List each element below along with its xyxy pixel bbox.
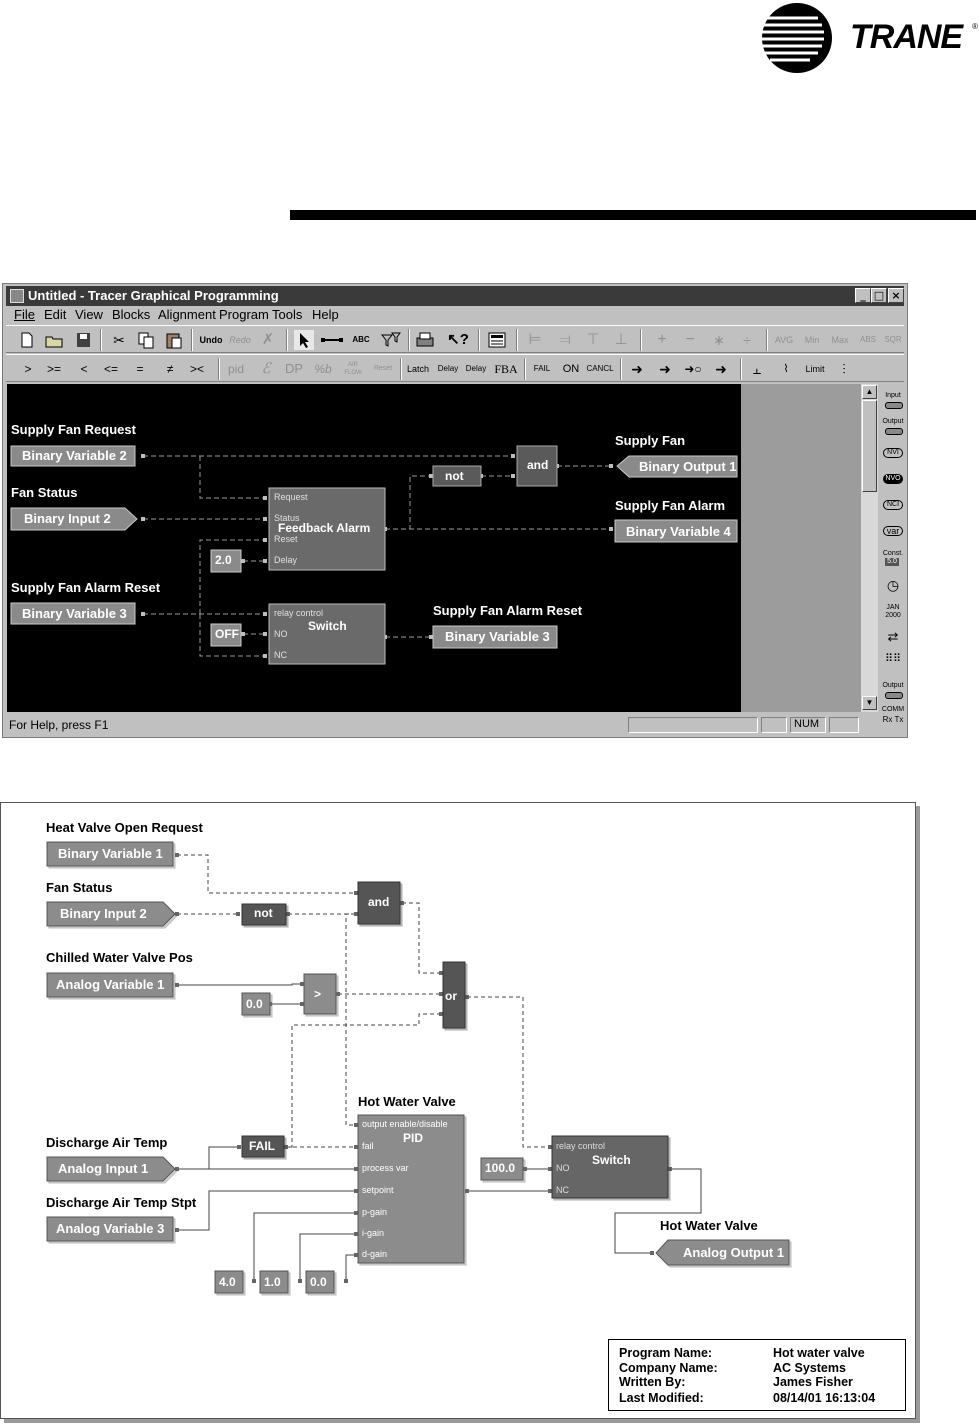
block-bv3-in-text: Binary Variable 3 bbox=[22, 606, 127, 621]
status-num-indicator: NUM bbox=[790, 717, 826, 733]
cancel-block-button[interactable]: CANCL bbox=[586, 364, 614, 373]
port-no: NO bbox=[274, 629, 288, 639]
label-discharge-air-temp-stpt: Discharge Air Temp Stpt bbox=[46, 1195, 197, 1210]
paste-icon[interactable] bbox=[164, 330, 184, 350]
label-supply-fan-alarm-reset-out: Supply Fan Alarm Reset bbox=[433, 603, 583, 618]
brand-wordmark: TRANE bbox=[850, 18, 963, 56]
palette-grid-icon[interactable]: ⠿⠿ bbox=[884, 653, 902, 665]
program-info-box bbox=[608, 1339, 906, 1411]
palette-output[interactable]: Output bbox=[882, 418, 904, 425]
program-canvas[interactable] bbox=[7, 384, 741, 712]
block-const-10-text: 1.0 bbox=[264, 1275, 281, 1289]
divide-block-icon[interactable]: ÷ bbox=[743, 332, 751, 348]
block-bv1-text: Binary Variable 1 bbox=[58, 846, 163, 861]
print-icon[interactable] bbox=[414, 330, 436, 350]
block-palette bbox=[879, 384, 907, 726]
block-ao1-text: Analog Output 1 bbox=[683, 1245, 785, 1260]
label-supply-fan: Supply Fan bbox=[615, 433, 686, 448]
block-gt-text: > bbox=[314, 987, 322, 1001]
scroll-thumb[interactable] bbox=[862, 400, 877, 492]
menu-blocks[interactable]: Blocks bbox=[112, 307, 151, 322]
label-supply-fan-alarm: Supply Fan Alarm bbox=[615, 498, 726, 513]
registered-mark: ® bbox=[972, 22, 978, 31]
ne-block-button[interactable]: ≠ bbox=[166, 362, 174, 376]
label-supply-fan-alarm-reset-in: Supply Fan Alarm Reset bbox=[11, 580, 161, 595]
filter-tool-icon[interactable] bbox=[378, 330, 402, 350]
info-company-name: AC Systems bbox=[773, 1361, 846, 1375]
palette-output-2[interactable]: Output bbox=[882, 682, 904, 689]
block-fail-text: FAIL bbox=[249, 1139, 275, 1153]
block-bo1-text: Binary Output 1 bbox=[639, 459, 737, 474]
block-const-100-text: 100.0 bbox=[485, 1161, 516, 1175]
block-const-delay-text: 2.0 bbox=[215, 553, 232, 567]
vertical-scrollbar[interactable] bbox=[861, 384, 878, 712]
label-chilled-water-valve-pos: Chilled Water Valve Pos bbox=[46, 950, 193, 965]
block-feedback-alarm-text: Feedback Alarm bbox=[278, 521, 371, 535]
le-block-button[interactable]: <= bbox=[103, 362, 118, 376]
block-bv3-out-text: Binary Variable 3 bbox=[445, 629, 550, 644]
delay-off-block-button[interactable]: Delay bbox=[465, 364, 487, 373]
label-supply-fan-request: Supply Fan Request bbox=[11, 422, 136, 437]
menu-bar bbox=[6, 306, 904, 324]
text-tool-icon[interactable]: ABC bbox=[352, 335, 370, 344]
fba-block-button[interactable]: FBA bbox=[494, 362, 518, 376]
trane-emblem bbox=[760, 2, 834, 74]
enthalpy-icon[interactable]: ℰ bbox=[261, 360, 271, 377]
min-block-button[interactable]: Min bbox=[804, 335, 820, 345]
staging-icon[interactable]: ⫠ bbox=[752, 361, 762, 377]
block-or-text: or bbox=[445, 989, 457, 1003]
block-and-text: and bbox=[527, 458, 549, 472]
pid-port-p-gain: p-gain bbox=[362, 1207, 388, 1217]
save-icon[interactable] bbox=[74, 330, 92, 350]
label-fan-status: Fan Status bbox=[11, 485, 78, 500]
max-block-button[interactable]: Max bbox=[831, 335, 849, 345]
palette-const[interactable]: Const. bbox=[882, 550, 904, 557]
menu-file[interactable]: File bbox=[14, 307, 35, 322]
pid-block-button[interactable]: pid bbox=[227, 362, 244, 376]
palette-nvo[interactable]: NVO bbox=[883, 474, 903, 484]
app-icon[interactable] bbox=[10, 289, 24, 303]
label-hot-water-valve-title: Hot Water Valve bbox=[358, 1094, 456, 1109]
delete-icon[interactable]: ✗ bbox=[261, 331, 275, 348]
context-help-icon[interactable]: ↖? bbox=[447, 331, 469, 348]
minimize-button[interactable]: _ bbox=[855, 288, 871, 303]
pid-port-fail: fail bbox=[362, 1141, 374, 1151]
window-title: Untitled - Tracer Graphical Programming bbox=[28, 288, 279, 303]
label-fan-status: Fan Status bbox=[46, 880, 113, 895]
schedule-icon[interactable]: ⌇ bbox=[783, 363, 789, 375]
status-panel bbox=[761, 717, 787, 733]
info-key: Program Name: bbox=[619, 1346, 713, 1360]
block-switch-text: Switch bbox=[592, 1153, 631, 1167]
net-output-icon[interactable]: ➜ bbox=[715, 361, 727, 377]
avg-block-button[interactable]: AVG bbox=[774, 335, 794, 345]
copy-icon[interactable] bbox=[136, 330, 156, 350]
palette-nci[interactable]: NCI bbox=[883, 500, 903, 510]
switch-port-no: NO bbox=[556, 1163, 570, 1173]
on-block-button[interactable]: ON bbox=[562, 363, 580, 375]
block-switch-text: Switch bbox=[308, 619, 347, 633]
info-written-by: James Fisher bbox=[773, 1375, 853, 1389]
block-av1-text: Analog Variable 1 bbox=[56, 977, 165, 992]
palette-transfer-icon[interactable]: ⇄ bbox=[887, 629, 899, 644]
align-right-icon[interactable]: ⫤ bbox=[559, 331, 571, 348]
lt-block-button[interactable]: < bbox=[80, 362, 88, 376]
blocks-toolbar bbox=[6, 354, 904, 382]
program-diagram bbox=[0, 802, 916, 1419]
add-block-icon[interactable]: + bbox=[657, 331, 667, 348]
palette-var[interactable]: var bbox=[883, 526, 903, 536]
menu-view[interactable]: View bbox=[75, 307, 103, 322]
title-bar[interactable] bbox=[6, 286, 904, 306]
gt-block-button[interactable]: > bbox=[24, 362, 32, 376]
port-relay-control: relay control bbox=[274, 608, 324, 618]
menu-tools[interactable]: Tools bbox=[272, 307, 303, 322]
open-folder-icon[interactable] bbox=[44, 330, 66, 350]
block-const-off-text: OFF bbox=[215, 627, 239, 641]
range-block-button[interactable]: >< bbox=[189, 362, 204, 376]
connect-line-icon[interactable] bbox=[320, 330, 344, 350]
block-const-40-text: 4.0 bbox=[219, 1275, 236, 1289]
block-ai1-text: Analog Input 1 bbox=[58, 1161, 149, 1176]
reset-block-button[interactable]: Reset bbox=[373, 365, 393, 372]
pid-port-setpoint: setpoint bbox=[362, 1185, 394, 1195]
block-const-00b-text: 0.0 bbox=[310, 1275, 327, 1289]
main-toolbar bbox=[6, 325, 904, 353]
input-arrow-icon[interactable]: ➜ bbox=[631, 361, 643, 377]
menu-help[interactable]: Help bbox=[312, 307, 339, 322]
diagram-wiring bbox=[1, 803, 915, 1418]
redo-button[interactable]: Redo bbox=[229, 335, 251, 345]
menu-alignment[interactable]: Alignment bbox=[158, 307, 216, 322]
pid-port-i-gain: i-gain bbox=[362, 1228, 385, 1238]
port-reset: Reset bbox=[274, 534, 298, 544]
port-delay: Delay bbox=[274, 555, 298, 565]
app-window bbox=[2, 283, 908, 738]
palette-comm[interactable]: COMM bbox=[881, 706, 905, 713]
align-bottom-icon[interactable]: ⊥ bbox=[614, 331, 628, 348]
status-bar bbox=[6, 715, 878, 735]
info-last-modified: 08/14/01 16:13:04 bbox=[773, 1391, 876, 1405]
palette-clock-icon[interactable]: ◷ bbox=[886, 577, 900, 593]
scroll-down-arrow-icon[interactable]: ▼ bbox=[862, 696, 877, 710]
status-panel bbox=[829, 717, 859, 733]
palette-nvi[interactable]: NVI bbox=[883, 448, 903, 458]
label-discharge-air-temp: Discharge Air Temp bbox=[46, 1135, 168, 1150]
block-and-text: and bbox=[368, 895, 390, 909]
switch-port-relay-control: relay control bbox=[556, 1141, 606, 1151]
port-nc: NC bbox=[274, 650, 287, 660]
pid-port-output-enable: output enable/disable bbox=[362, 1119, 448, 1129]
maximize-button[interactable]: □ bbox=[871, 288, 887, 303]
multiply-block-icon[interactable]: ∗ bbox=[713, 332, 725, 348]
port-request: Request bbox=[274, 492, 308, 502]
scroll-up-arrow-icon[interactable]: ▲ bbox=[862, 385, 877, 399]
new-file-icon[interactable] bbox=[18, 330, 36, 350]
info-key: Written By: bbox=[619, 1375, 686, 1389]
eq-block-button[interactable]: = bbox=[136, 362, 144, 376]
info-key: Company Name: bbox=[619, 1361, 718, 1375]
block-av3-text: Analog Variable 3 bbox=[56, 1221, 165, 1236]
palette-rxtx[interactable]: Rx Tx bbox=[882, 715, 904, 724]
block-bv4-text: Binary Variable 4 bbox=[626, 524, 731, 539]
fail-block-button[interactable]: FAIL bbox=[533, 364, 551, 373]
ge-block-button[interactable]: >= bbox=[46, 362, 61, 376]
pid-port-process-var: process var bbox=[362, 1163, 409, 1173]
menu-edit[interactable]: Edit bbox=[44, 307, 67, 322]
net-input-icon[interactable]: ➜○ bbox=[684, 362, 702, 376]
calculator-icon[interactable] bbox=[486, 330, 508, 350]
sqr-block-button[interactable]: SQR bbox=[884, 335, 902, 344]
switch-port-nc: NC bbox=[556, 1185, 569, 1195]
status-help-text: For Help, press F1 bbox=[9, 718, 109, 732]
block-pid-text: PID bbox=[403, 1131, 424, 1145]
label-heat-valve-open-request: Heat Valve Open Request bbox=[46, 820, 203, 835]
close-button[interactable]: × bbox=[888, 288, 904, 303]
output-arrow-icon[interactable]: ➜ bbox=[659, 361, 671, 377]
undo-button[interactable]: Undo bbox=[199, 335, 223, 345]
palette-const-value: 5.0 bbox=[885, 558, 899, 566]
canvas-margin bbox=[741, 384, 861, 712]
cut-icon[interactable]: ✂ bbox=[113, 332, 125, 348]
mux-icon[interactable]: ⫶ bbox=[842, 361, 846, 377]
block-bv2-text: Binary Variable 2 bbox=[22, 448, 127, 463]
block-not-text: not bbox=[254, 906, 273, 920]
block-bi2-text: Binary Input 2 bbox=[24, 511, 111, 526]
latch-block-button[interactable]: Latch bbox=[406, 364, 430, 374]
block-const-00a-text: 0.0 bbox=[246, 997, 263, 1011]
menu-program[interactable]: Program bbox=[219, 307, 269, 322]
canvas-blocks bbox=[11, 446, 737, 664]
palette-input[interactable]: Input bbox=[885, 392, 901, 399]
wetbulb-icon[interactable]: %b bbox=[314, 362, 332, 376]
label-hot-water-valve-output: Hot Water Valve bbox=[660, 1218, 758, 1233]
delay-on-block-button[interactable]: Delay bbox=[437, 364, 459, 373]
limit-block-button[interactable]: Limit bbox=[805, 364, 825, 374]
align-left-icon[interactable]: ⊨ bbox=[528, 331, 542, 348]
airflow-block-button[interactable]: AIR FLOW bbox=[344, 362, 362, 376]
block-bi2-text: Binary Input 2 bbox=[60, 906, 147, 921]
pid-port-d-gain: d-gain bbox=[362, 1249, 388, 1259]
info-key: Last Modified: bbox=[619, 1391, 704, 1405]
block-not-text: not bbox=[445, 469, 464, 483]
abs-block-button[interactable]: ABS bbox=[859, 335, 876, 344]
subtract-block-icon[interactable]: − bbox=[685, 331, 695, 348]
dewpoint-block-button[interactable]: DP bbox=[284, 361, 304, 376]
palette-calendar[interactable]: JAN 2000 bbox=[885, 604, 901, 619]
info-program-name: Hot water valve bbox=[773, 1346, 865, 1360]
status-panel bbox=[628, 717, 758, 733]
port-status: Status bbox=[274, 513, 300, 523]
header-rule bbox=[290, 210, 976, 220]
align-top-icon[interactable]: ⊤ bbox=[586, 331, 600, 348]
select-pointer-icon[interactable] bbox=[294, 330, 314, 350]
